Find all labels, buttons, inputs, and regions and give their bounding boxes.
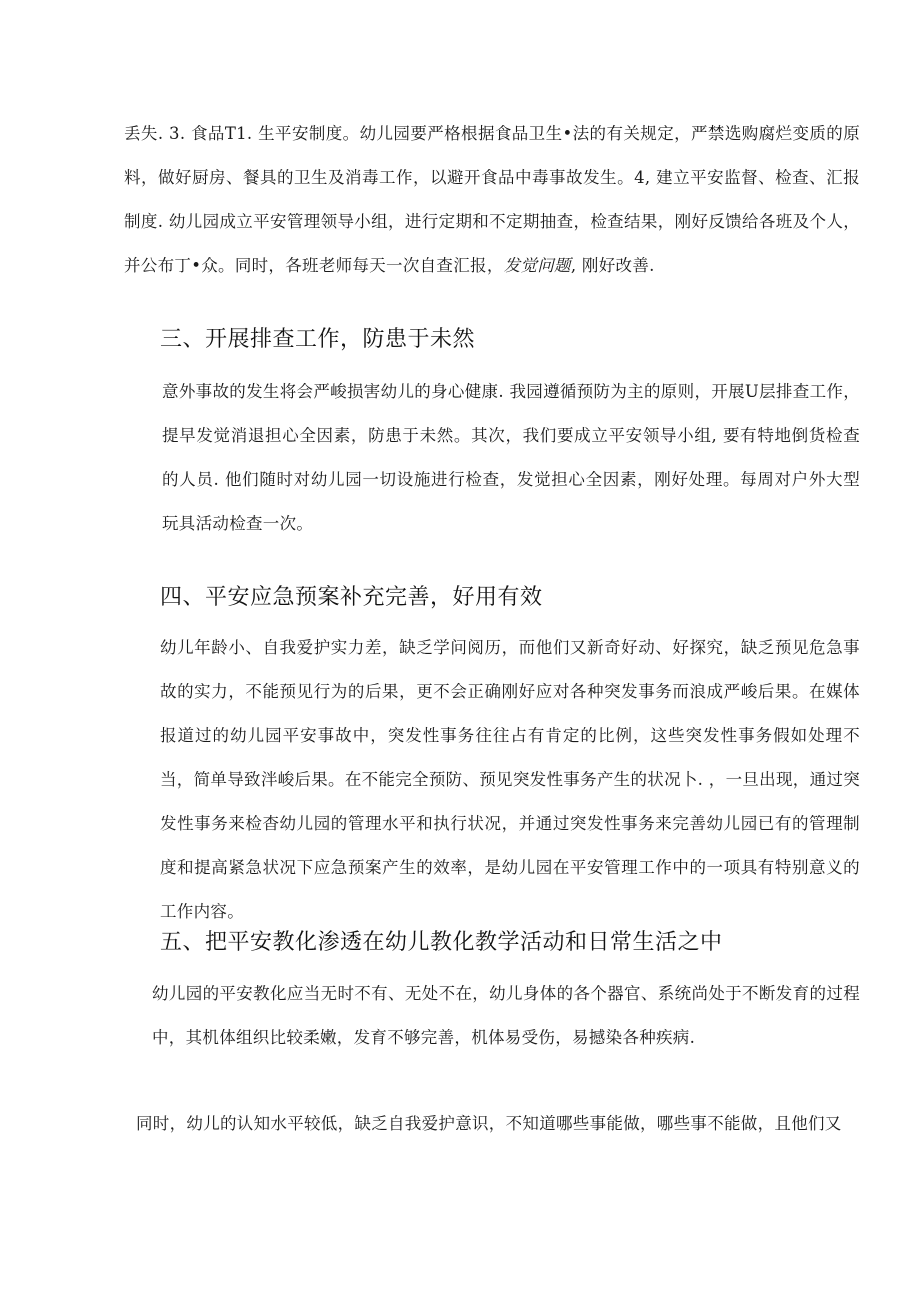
- section4-heading: 四、平安应急预案补充完善，好用有效: [160, 585, 543, 610]
- intro-text-italic: 发觉问题: [503, 256, 571, 275]
- section4-paragraph: 幼儿年龄小、自我爱护实力差，缺乏学问阅历，而他们又新奇好动、好探究，缺乏预见危急事故的实力，不能预见行为的后果，更不会正确刚好应对各种突发事务而浪成严峻后果。在媒体报道过的幼儿园平安事故中，突发性事务往往占有肯定的比例，这些突发性事务假如处理不当，简单导致泮峻后果。在不能完全预防、预见突发性事务产生的状况卜. ，一旦出现，通过突发性事务来检杳幼儿园的管理水平和执行状况，并通过突发性事务来完善幼儿园已有的管理制度和提高紧急状况下应急预案产生的效率，是幼儿园在平安管理工作中的一项具有特别意义的工作内容。: [160, 638, 860, 921]
- intro-paragraph: [124, 112, 860, 288]
- section3-paragraph: 意外事故的发生将会严峻损害幼儿的身心健康. 我园遵循预防为主的原则，开展U层排查工作，提早发觉消退担心全因素，防患于未然。其次，我们要成立平安领导小组, 要有特地倒货检查的人员. 他们随时对幼儿园一切设施进行检查，发觉担心全因素，刚好处理。每周对户外大型玩具活动检查一次。: [162, 382, 860, 533]
- section3-heading: 三、开展排查工作，防患于未然: [160, 327, 476, 352]
- intro-text-a: 丢失. 3. 食品T1. 生平安制度。幼儿园要严格根据食品卫生•法的有关规定，严禁选购腐烂变质的原料，做好厨房、餐具的卫生及消毒工作，以避开食品中毒事故发生。4, 建立平安监督、检查、汇报制度. 幼儿园成立平安管理领导小组，进行定期和不定期抽查，检查结果，刚好反馈给各班及个人，并公布丁•众。同时，各班老师每天一次自查汇报，: [124, 124, 860, 275]
- section5-paragraph-2: 同时，幼儿的认知水平较低，缺乏自我爱护意识，不知道哪些事能做，哪些事不能做，且他们又: [136, 1114, 842, 1133]
- section5-paragraph-1: 幼儿园的平安教化应当无时不有、无处不在，幼儿身体的各个器官、系统尚处于不断发育的过程中，其机体组织比较柔嫩，发育不够完善，机体易受伤，易撼染各种疾病.: [152, 984, 860, 1047]
- section5-heading: 五、把平安教化渗透在幼儿教化教学活动和日常生活之中: [160, 930, 723, 955]
- intro-text-b: , 刚好改善.: [570, 256, 655, 275]
